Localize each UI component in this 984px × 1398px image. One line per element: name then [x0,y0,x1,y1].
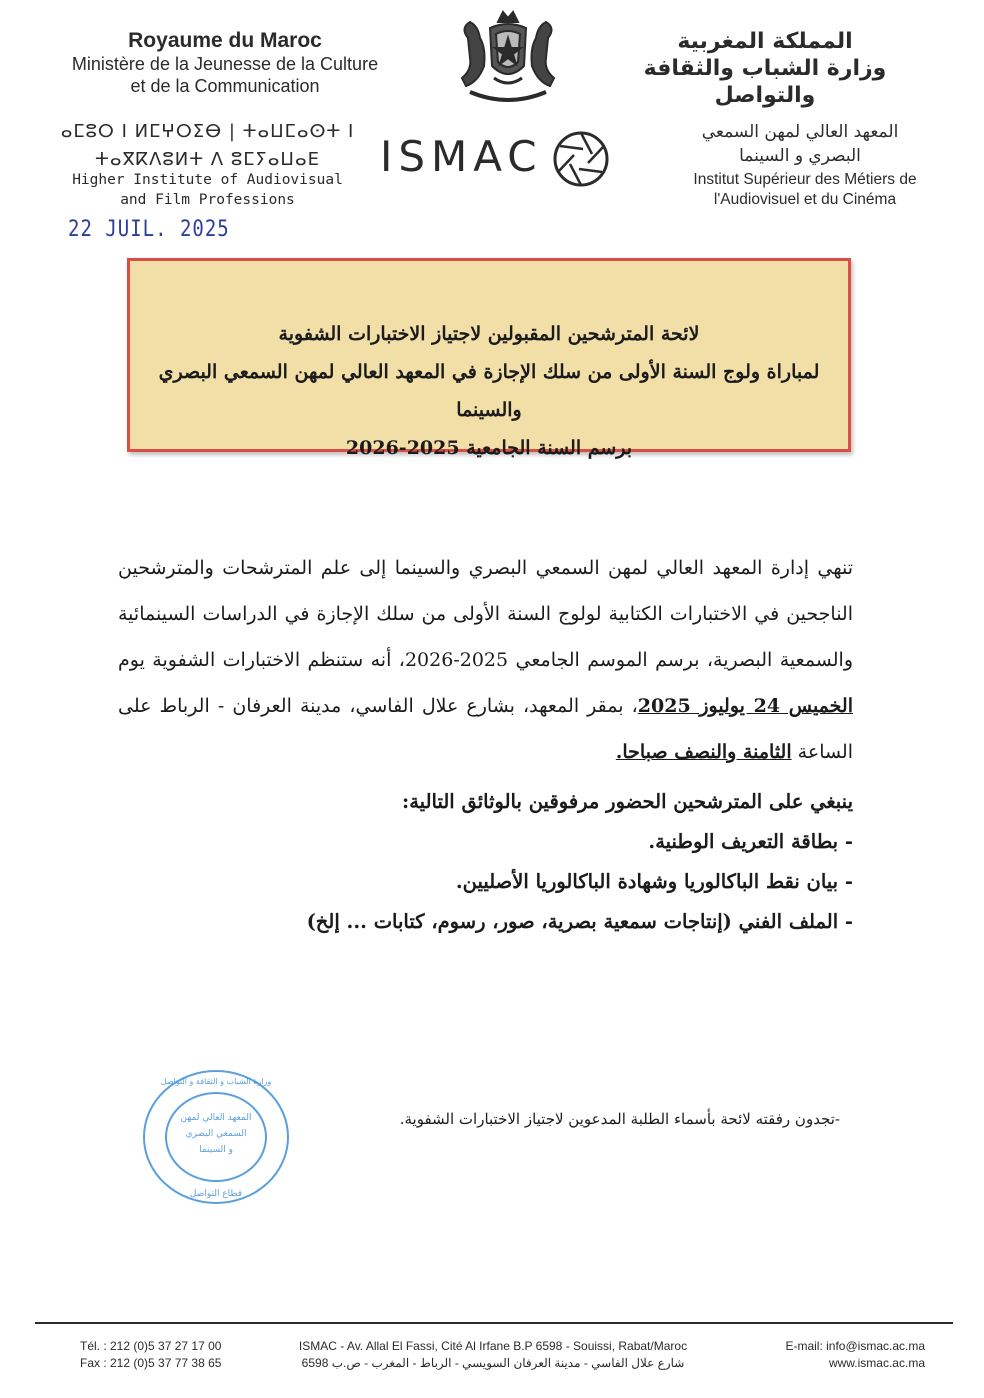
footer-address-ar: شارع علال الفاسي - مدينة العرفان السويسي - الرباط - المغرب - ص.ب 6598 [301,1356,685,1370]
title-box [127,258,851,459]
announcement-text-1: تنهي إدارة المعهد العالي لمهن السمعي البصري والسينما إلى علم المترشحات والمترشحين الناجحين في الاختبارات الكتابية لولوج السنة الأولى من سلك الإجازة في الدراسات السينمائية والسمعية البصرية، برسم الموسم الجامعي 2025-2026، أنه ستنظم الاختبارات الشفوية يوم [118,557,853,671]
footer-address-fr: ISMAC - Av. Allal El Fassi, Cité Al Irfane B.P 6598 - Souissi, Rabat/Maroc [298,1339,688,1353]
ministry-ar-line-2: والتواصل [714,83,816,108]
seal-outer-text: وزارة الشباب و الثقافة و التواصل [160,1077,272,1086]
seal-line-3: و السينما [199,1145,233,1155]
ismac-logo [380,124,620,194]
exam-time: الثامنة والنصف صباحا. [615,741,792,763]
official-seal-stamp [140,1068,292,1206]
title-line-1: لائحة المترشحين المقبولين لاجتياز الاختبارات الشفوية [278,323,700,345]
footer-fax: Fax : 212 (0)5 37 77 38 65 [80,1356,222,1370]
institute-french [660,170,950,210]
institute-ar-line-2: البصري و السينما [739,146,861,166]
tifinagh-line-1: ⴰⵎⵓⵔ ⵏ ⵍⵎⵖⵔⵉⴱ | ⵜⴰⵡⵎⴰⵙⵜ ⵏ [60,121,355,142]
header-left-english [55,170,360,210]
header-right-arabic [620,28,910,109]
seal-line-2: السمعي البصري [185,1129,247,1139]
institute-arabic [660,120,940,168]
footer-phones [80,1338,255,1372]
ministry-ar-line-1: وزارة الشباب والثقافة [643,56,887,81]
seal-bottom-text: قطاع التواصل [189,1189,243,1199]
ismac-wordmark: ISMAC [380,132,543,181]
footer-address [268,1338,718,1372]
document-item: - بيان نقط الباكالوريا وشهادة الباكالوريا الأصليين. [455,870,853,893]
header-left-french [40,28,410,97]
footer-email[interactable]: E-mail: info@ismac.ac.ma [785,1339,925,1353]
camera-aperture-icon [552,130,610,188]
institute-en-line-2: and Film Professions [120,192,295,208]
exam-date: الخميس 24 يوليوز 2025 [637,695,853,717]
announcement-paragraph [118,545,853,775]
footer-divider [35,1322,953,1324]
ministry-line-1: Ministère de la Jeunesse de la Culture [71,54,379,74]
document-item: - الملف الفني (إنتاجات سمعية بصرية، صور، رسوم، كتابات ... إلخ) [306,910,853,933]
institute-ar-line-1: المعهد العالي لمهن السمعي [701,122,899,142]
documents-intro: ينبغي على المترشحين الحضور مرفوقين بالوثائق التالية: [402,790,853,813]
kingdom-title: Royaume du Maroc [128,29,322,52]
title-line-2: لمباراة ولوج السنة الأولى من سلك الإجازة في المعهد العالي لمهن السمعي البصري والسينما [158,361,820,421]
royal-emblem-icon [448,8,568,106]
seal-line-1: المعهد العالي لمهن [180,1113,252,1123]
institute-en-line-1: Higher Institute of Audiovisual [72,172,343,188]
header-tifinagh [55,118,360,174]
required-documents [300,782,853,942]
institute-fr-line-1: Institut Supérieur des Métiers de [693,171,917,188]
kingdom-title-ar: المملكة المغربية [677,29,853,54]
document-item: - بطاقة التعريف الوطنية. [648,830,853,853]
ministry-line-2: et de la Communication [130,76,320,96]
institute-fr-line-2: l'Audiovisuel et du Cinéma [713,191,897,208]
title-line-3: برسم السنة الجامعية 2025-2026 [345,437,633,459]
footer-website[interactable]: www.ismac.ac.ma [828,1356,925,1370]
footer-contact [745,1338,925,1372]
footer-tel: Tél. : 212 (0)5 37 27 17 00 [80,1339,222,1353]
announcement-text-2: ، بمقر المعهد، بشارع علال الفاسي، مدينة العرفان - الرباط على الساعة [118,695,853,763]
date-stamp: 22 JUIL. 2025 [68,216,230,242]
attachment-note: -تجدون رفقته لائحة بأسماء الطلبة المدعوين لاجتياز الاختبارات الشفوية. [399,1110,840,1128]
tifinagh-line-2: ⵜⴰⴳⴽⴷⵓⵍⵜ ⴷ ⵓⵎⵢⴰⵡⴰⴹ [95,149,320,170]
